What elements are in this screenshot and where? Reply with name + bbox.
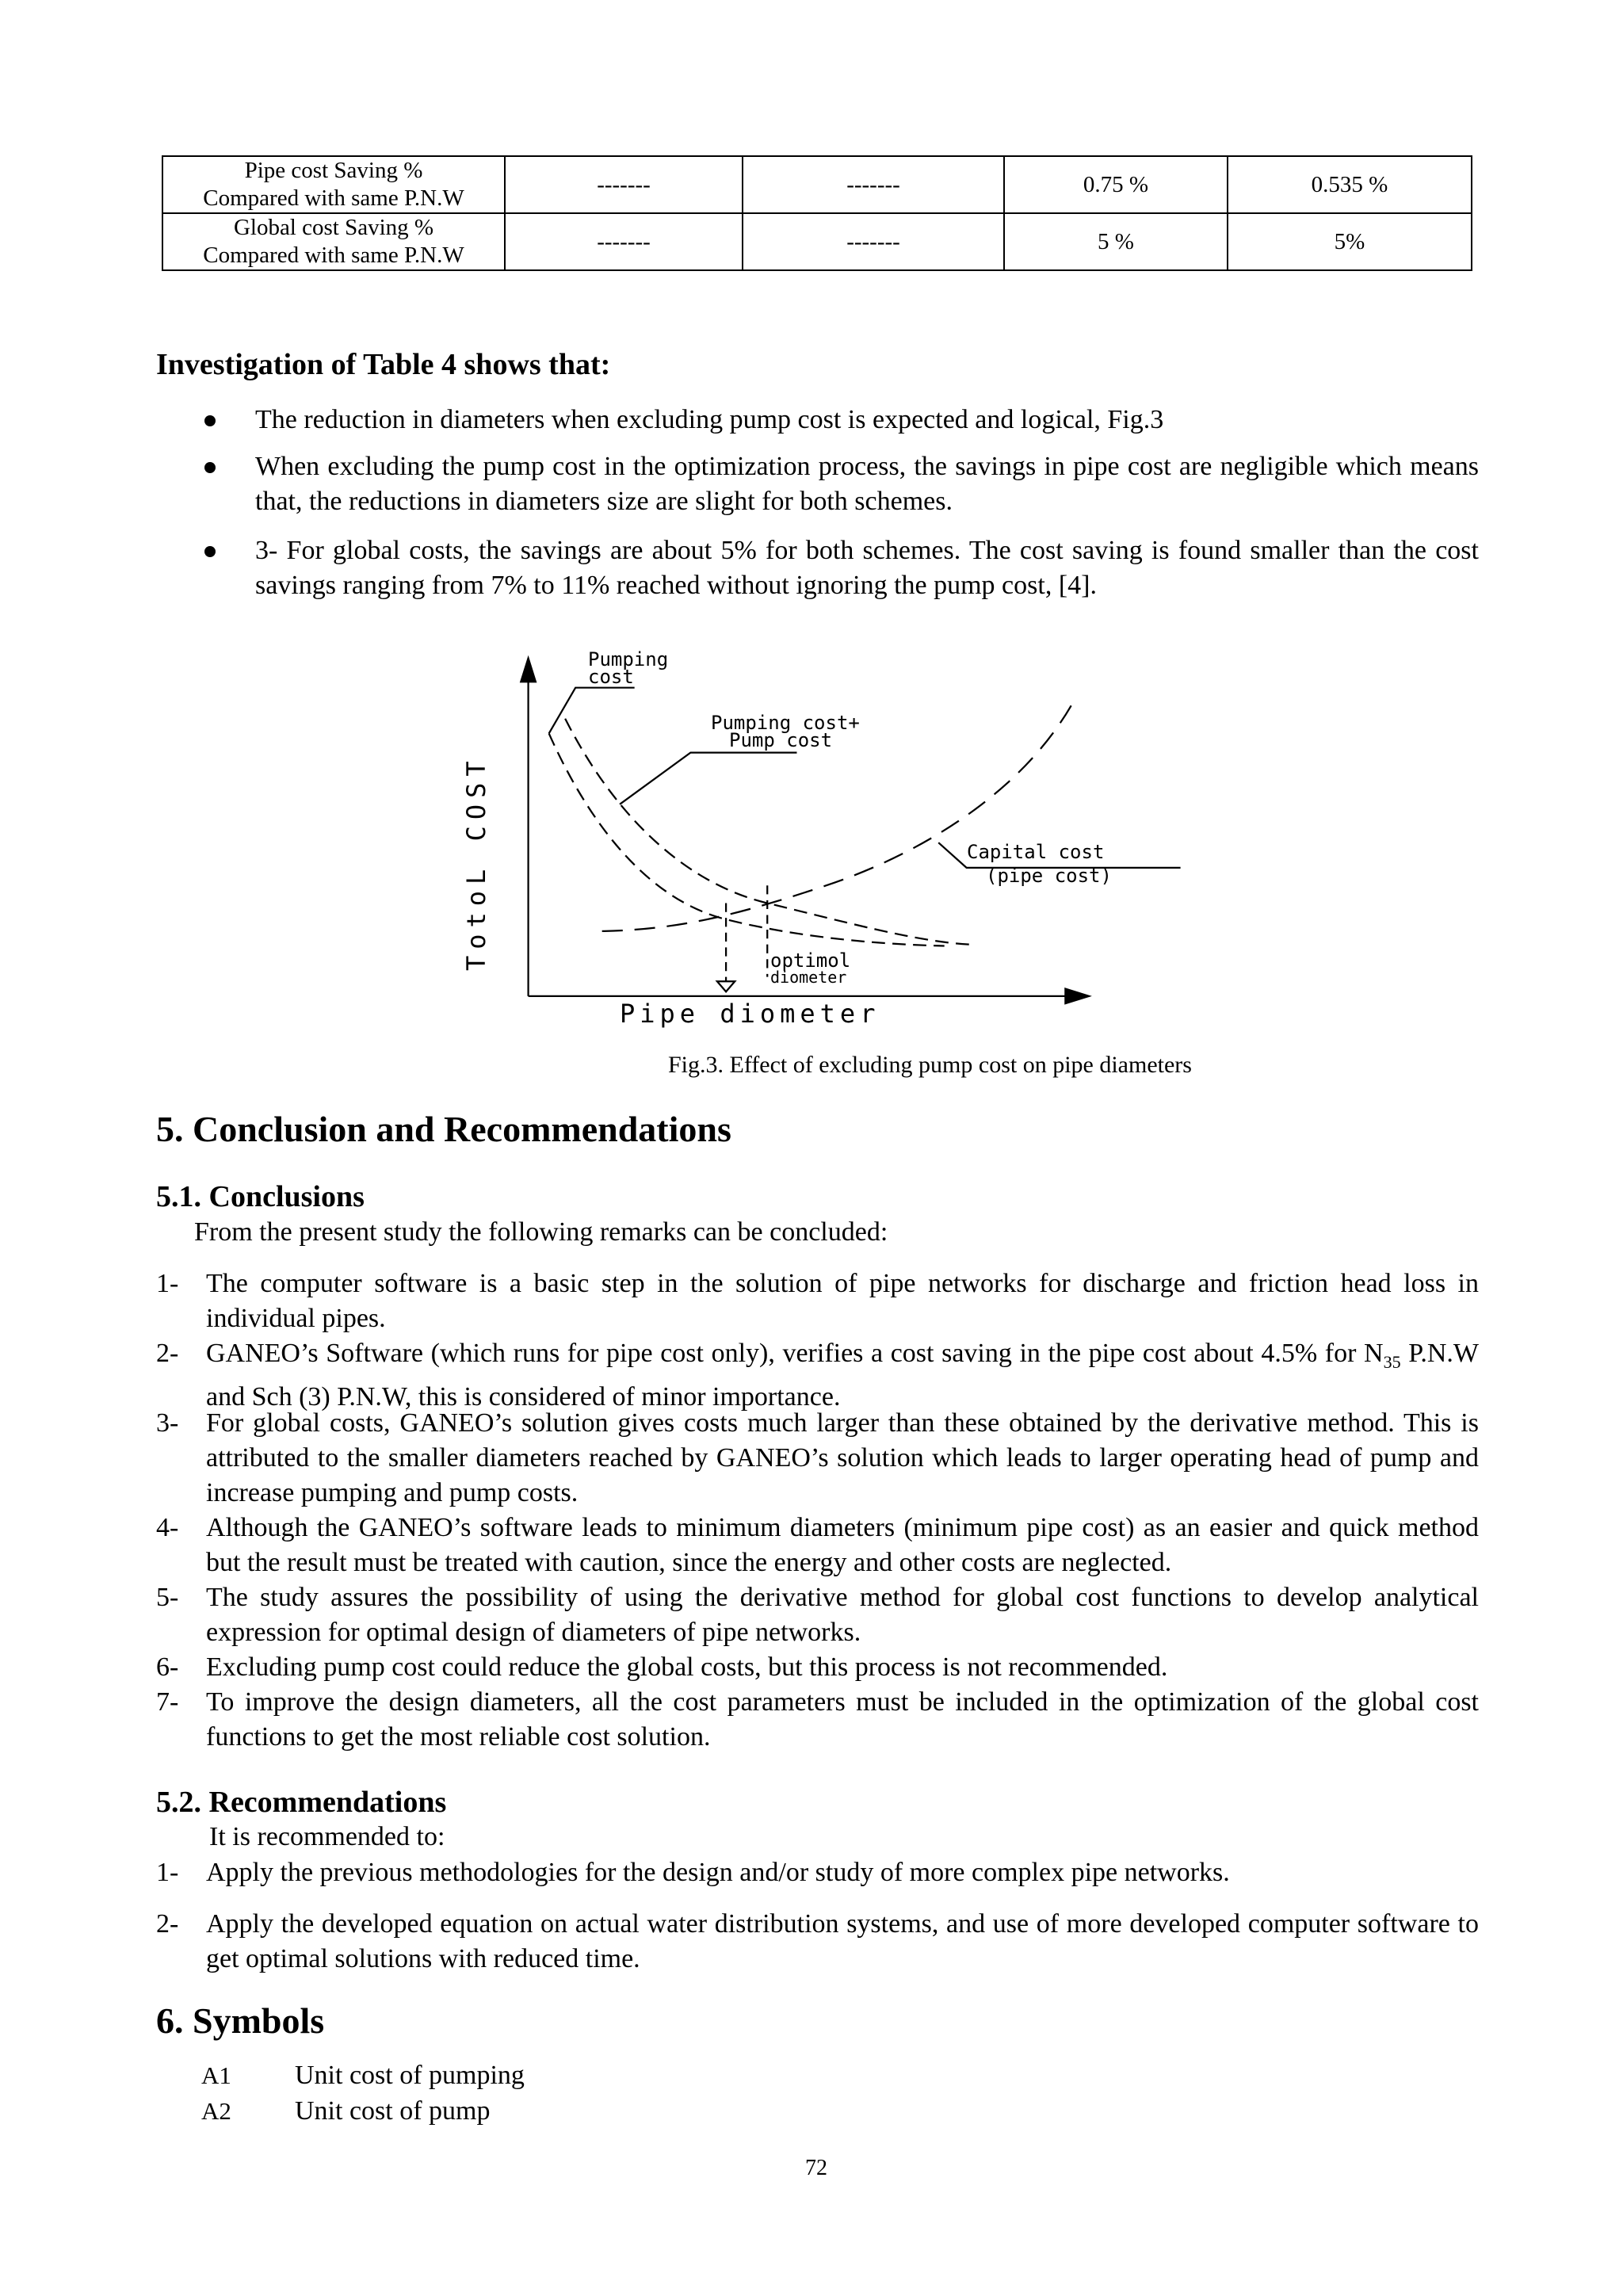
figure-caption: Fig.3. Effect of excluding pump cost on pipe diameters [668, 1052, 1192, 1078]
conclusion-item: Although the GANEO’s software leads to minimum diameters (minimum pipe cost) as an easier and quick method but the result must be treated with caution, since the energy and other costs are neglected. [206, 1513, 1479, 1577]
item-text: P.N.W and Sch (3) P.N.W, this is considered of minor importance. [206, 1339, 1479, 1412]
x-axis-label: Pipe diometer [620, 999, 880, 1029]
item-number: 2- [156, 1909, 179, 1939]
row-label: Global cost Saving % [233, 215, 434, 240]
item-number: 4- [156, 1513, 179, 1542]
item-text: GANEO’s Software (which runs for pipe cost only), verifies a cost saving in the pipe cost about 4.5% for N [206, 1339, 1384, 1368]
investigation-heading: Investigation of Table 4 shows that: [156, 348, 611, 381]
table-cell: 0.535 % [1228, 156, 1472, 213]
table-cell: ------- [505, 156, 743, 213]
pumping-cost-label: cost [588, 666, 634, 688]
item-number: 3- [156, 1408, 179, 1438]
bullet-item: When excluding the pump cost in the optimization process, the savings in pipe cost are negligible which means that, the reductions in diameters size are slight for both schemes. [255, 452, 1479, 516]
table-cell: ------- [743, 213, 1004, 270]
symbol: A1 [201, 2061, 231, 2089]
optimal-arrow-icon [717, 981, 735, 991]
pump-sum-label: Pump cost [729, 729, 833, 751]
table-cell: ------- [743, 156, 1004, 213]
item-number: 7- [156, 1687, 179, 1717]
symbol-description: Unit cost of pump [295, 2096, 491, 2126]
bullet-item: 3- For global costs, the savings are about 5% for both schemes. The cost saving is found smaller than the cost savings ranging from 7% to 11% reached without ignoring the pump cost, [4]. [255, 536, 1479, 600]
row-label: Compared with same P.N.W [203, 185, 464, 211]
conclusion-item: To improve the design diameters, all the cost parameters must be included in the optimization of the global cost functions to get the most reliable cost solution. [206, 1687, 1479, 1752]
pump-sum-label: Pumping cost+ [711, 712, 860, 734]
table-cell: 0.75 % [1004, 156, 1228, 213]
recommendation-item: Apply the previous methodologies for the design and/or study of more complex pipe networks. [206, 1858, 1230, 1887]
item-number: 1- [156, 1269, 179, 1298]
symbol: A2 [201, 2097, 231, 2125]
page-number: 72 [805, 2156, 827, 2180]
section-5-2-heading: 5.2. Recommendations [156, 1786, 447, 1819]
item-number: 2- [156, 1339, 179, 1368]
capital-cost-label: (pipe cost) [986, 865, 1112, 887]
optimal-label: optimol [770, 949, 851, 972]
optimal-label: diometer [770, 968, 847, 987]
pumping-cost-curve [549, 733, 945, 946]
row-label: Pipe cost Saving % [244, 158, 423, 183]
leader-line [620, 753, 796, 804]
section-6-heading: 6. Symbols [156, 2000, 325, 2041]
leader-line [549, 688, 635, 734]
symbol-description: Unit cost of pumping [295, 2061, 525, 2090]
conclusion-item: For global costs, GANEO’s solution gives costs much larger than these obtained by the derivative method. This is attributed to the smaller diameters reached by GANEO’s solution which leads to larger operating head of pump and increase pumping and pump costs. [206, 1408, 1479, 1507]
capital-cost-label: Capital cost [967, 841, 1105, 863]
conclusion-item: The computer software is a basic step in the solution of pipe networks for discharge and friction head loss in individual pipes. [206, 1269, 1479, 1333]
conclusion-item: The study assures the possibility of using the derivative method for global cost functions to develop analytical expression for optimal design of diameters of pipe networks. [206, 1583, 1479, 1647]
x-axis-arrow-icon [1065, 989, 1089, 1004]
y-axis-arrow-icon [521, 658, 536, 682]
pumping-cost-label: Pumping [588, 648, 669, 670]
conclusions-intro: From the present study the following remarks can be concluded: [194, 1217, 888, 1247]
subscript: 35 [1383, 1351, 1401, 1372]
y-axis-label: TotoL COST [461, 755, 491, 971]
item-number: 1- [156, 1858, 179, 1887]
conclusion-item: Excluding pump cost could reduce the global costs, but this process is not recommended. [206, 1652, 1168, 1682]
recommendation-item: Apply the developed equation on actual water distribution systems, and use of more developed computer software to get optimal solutions with reduced time. [206, 1909, 1479, 1973]
conclusion-item [206, 1336, 1479, 1415]
item-number: 5- [156, 1583, 179, 1612]
row-label: Compared with same P.N.W [203, 243, 464, 268]
bullet-item: The reduction in diameters when excluding pump cost is expected and logical, Fig.3 [255, 405, 1164, 434]
table-cell: 5 % [1004, 213, 1228, 270]
figure-3-diagram [0, 0, 1623, 1070]
item-number: 6- [156, 1652, 179, 1682]
capital-cost-curve [602, 705, 1071, 931]
recommendations-intro: It is recommended to: [209, 1822, 445, 1851]
section-5-heading: 5. Conclusion and Recommendations [156, 1109, 731, 1149]
table-cell: 5% [1228, 213, 1472, 270]
table-cell: ------- [505, 213, 743, 270]
section-5-1-heading: 5.1. Conclusions [156, 1180, 365, 1213]
